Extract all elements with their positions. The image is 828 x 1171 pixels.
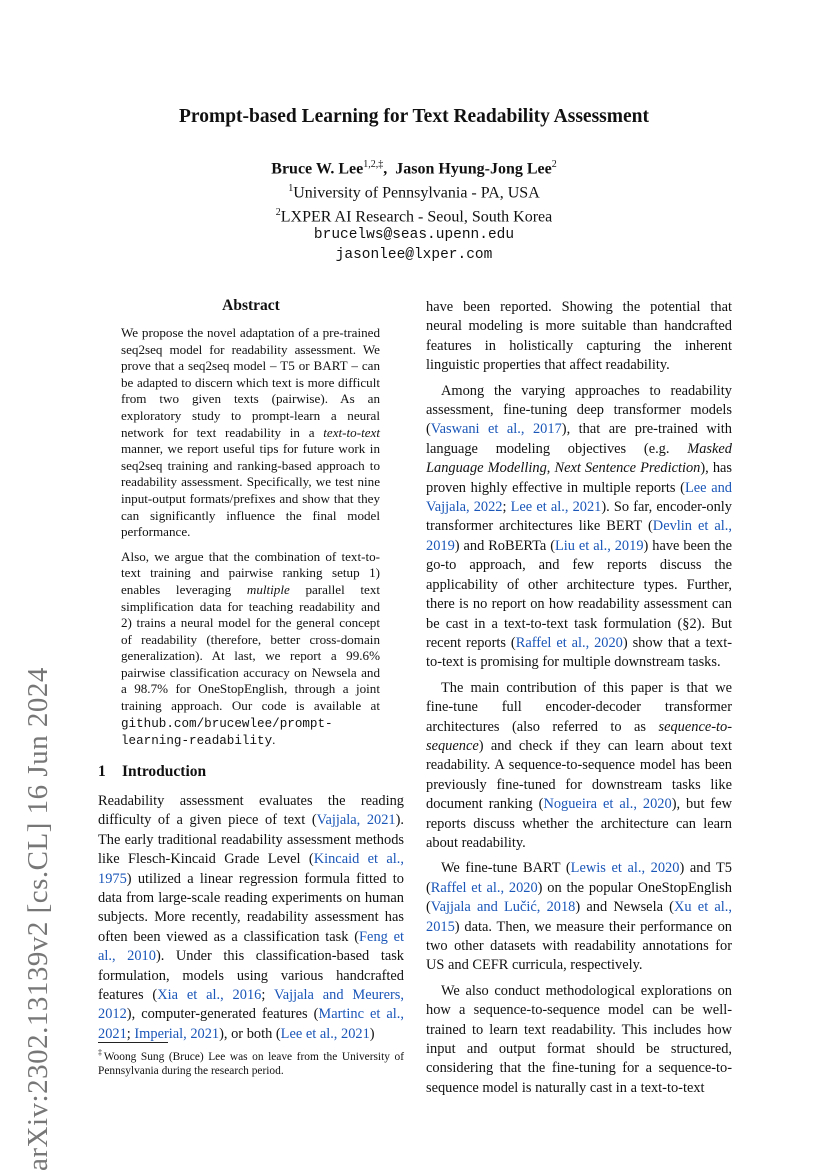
citation-link[interactable]: Raffel et al., 2020 xyxy=(430,879,538,896)
affiliation-2: $^2$LXPER AI Research - Seoul, South Korea xyxy=(275,206,553,225)
author-2: Jason Hyung-Jong Lee xyxy=(395,160,552,178)
paper-title: Prompt-based Learning for Text Readability Assessment xyxy=(178,106,649,127)
affiliation-1: $^1$University of Pennsylvania - PA, USA xyxy=(288,182,540,202)
author-block xyxy=(0,155,828,265)
footnote: ‡Woong Sung (Bruce) Lee was on leave from the University of Pennsylvania during the research period. xyxy=(98,1048,404,1078)
citation-link[interactable]: Nogueira et al., 2020 xyxy=(543,796,672,813)
section-heading: 1 Introduction xyxy=(98,763,207,780)
intro-body xyxy=(98,792,404,1050)
abstract-paragraph: Also, we argue that the combination of text-to-text training and pairwise ranking setup 1) enables leveraging multiple parallel text simplification data for teaching readability and 2) trains a neural model for the general concept of readability (therefore, better cross-domain generalization). At last, we report a 99.6% pairwise classification accuracy on Newsela and a 98.7% for OneStopEnglish, through a joint training approach. Our code is available at github.com/brucewlee/prompt-learning-readability. xyxy=(121,548,380,749)
citation-link[interactable]: Lee et al., 2021 xyxy=(510,499,602,516)
citation-link[interactable]: Feng et al., 2010 xyxy=(98,928,404,965)
abstract-paragraph: We propose the novel adaptation of a pre-trained seq2seq model for readability assessment. We prove that a seq2seq model – T5 or BART – can be adapted to discern which text is more difficult from two given texts (pairwise). As an exploratory study to prompt-learn a neural network for text readability in a text-to-text manner, we report useful tips for future work in seq2seq training and ranking-based approach to readability assessment. Specifically, we test nine input-output formats/prefixes and show that they can significantly influence the final model performance. xyxy=(121,325,380,540)
body-paragraph: have been reported. Showing the potential that neural modeling is more suitable than handcrafted features in holistically capturing the inherent linguistic properties that affect readability. xyxy=(426,299,732,374)
body-paragraph: We fine-tune BART (Lewis et al., 2020) and T5 (Raffel et al., 2020) on the popular OneStopEnglish (Vajjala and Lučić, 2018) and Newsela (Xu et al., 2015) data. Then, we measure their performance on two other datasets with readability annotations for US and CEFR curricula, respectively. xyxy=(426,860,733,974)
author-1: Bruce W. Lee xyxy=(271,160,364,178)
intro-paragraph: Readability assessment evaluates the reading difficulty of a given piece of text (Vajjala, 2021). The early traditional readability assessment methods like Flesch-Kincaid Grade Level (Kincaid et al., 1975) utilized a linear regression formula fitted to data from large-scale reading experiments on human subjects. More recently, readability assessment has often been viewed as a classification task (Feng et al., 2010). Under this classification-based task formulation, models using various handcrafted features (Xia et al., 2016; Vajjala and Meurers, 2012), computer-generated features (Martinc et al., 2021; Imperial, 2021), or both (Lee et al., 2021) xyxy=(98,793,405,1042)
body-paragraph: The main contribution of this paper is that we fine-tune full encoder-decoder transformer architectures (also referred to as sequence-to-sequence) and check if they can learn about text readability. A sequence-to-sequence model has been previously fine-tuned for downstream tasks like document ranking (Nogueira et al., 2020), but few reports discuss whether the architecture can learn about readability. xyxy=(426,679,732,851)
code-link[interactable]: github.com/brucewlee/prompt-learning-readability xyxy=(121,716,333,749)
email-1[interactable]: brucelws@seas.upenn.edu xyxy=(313,227,515,244)
arxiv-identifier: arXiv:2302.13139v2 [cs.CL] 16 Jun 2024 xyxy=(22,667,54,1171)
citation-link[interactable]: Kincaid et al., 1975 xyxy=(98,851,404,887)
citation-link[interactable]: Raffel et al., 2020 xyxy=(515,634,623,651)
citation-link[interactable]: Liu et al., 2019 xyxy=(555,537,644,554)
citation-link[interactable]: Lee et al., 2021 xyxy=(280,1025,370,1042)
citation-link[interactable]: Vajjala and Meurers, 2012 xyxy=(98,987,404,1023)
citation-link[interactable]: Lewis et al., 2020 xyxy=(570,860,680,877)
citation-link[interactable]: Vajjala and Lučić, 2018 xyxy=(430,899,576,916)
citation-link[interactable]: Devlin et al., 2019 xyxy=(426,518,732,554)
author-names: Bruce W. Lee$^{1,2,\ddagger}$, Jason Hyung-Jong Lee$^2$ xyxy=(271,159,557,178)
citation-link[interactable]: Martinc et al., 2021 xyxy=(98,1006,405,1042)
citation-link[interactable]: Vaswani et al., 2017 xyxy=(430,421,562,438)
citation-link[interactable]: Vajjala, 2021 xyxy=(316,812,396,829)
body-paragraph: We also conduct methodological explorations on how a sequence-to-sequence model can be well-trained to learn text readability. This includes how input and output format should be structured, considering that the fine-tuning for a sequence-to-sequence model is naturally cast in a text-to-text xyxy=(426,982,732,1096)
abstract-heading: Abstract xyxy=(222,297,280,314)
author-2-affil: 2 xyxy=(551,159,557,170)
citation-link[interactable]: Xia et al., 2016 xyxy=(157,987,262,1004)
email-2[interactable]: jasonlee@lxper.com xyxy=(335,246,493,263)
abstract-body xyxy=(121,325,380,758)
citation-link[interactable]: Imperial, 2021 xyxy=(134,1025,220,1042)
author-1-affil: 1,2,‡ xyxy=(363,159,384,170)
citation-link[interactable]: Xu et al., 2015 xyxy=(426,899,733,935)
body-paragraph: Among the varying approaches to readability assessment, fine-tuning deep transformer models (Vaswani et al., 2017), that are pre-trained with language modeling objectives (e.g. Masked Language Modelling, Next Sentence Prediction), has proven highly effective in multiple reports (Lee and Vajjala, 2022; Lee et al., 2021). So far, encoder-only transformer architectures like BERT (Devlin et al., 2019) and RoBERTa (Liu et al., 2019) have been the go-to approach, and few reports discuss the applicability of other architecture types. Further, there is no report on how readability assessment can be cast in a text-to-text task formulation (§2). But recent reports (Raffel et al., 2020) show that a text-to-text is promising for multiple downstream tasks. xyxy=(426,382,733,671)
right-column-body xyxy=(426,298,732,1104)
citation-link[interactable]: Lee and Vajjala, 2022 xyxy=(426,479,732,516)
footnote-rule xyxy=(98,1042,168,1043)
